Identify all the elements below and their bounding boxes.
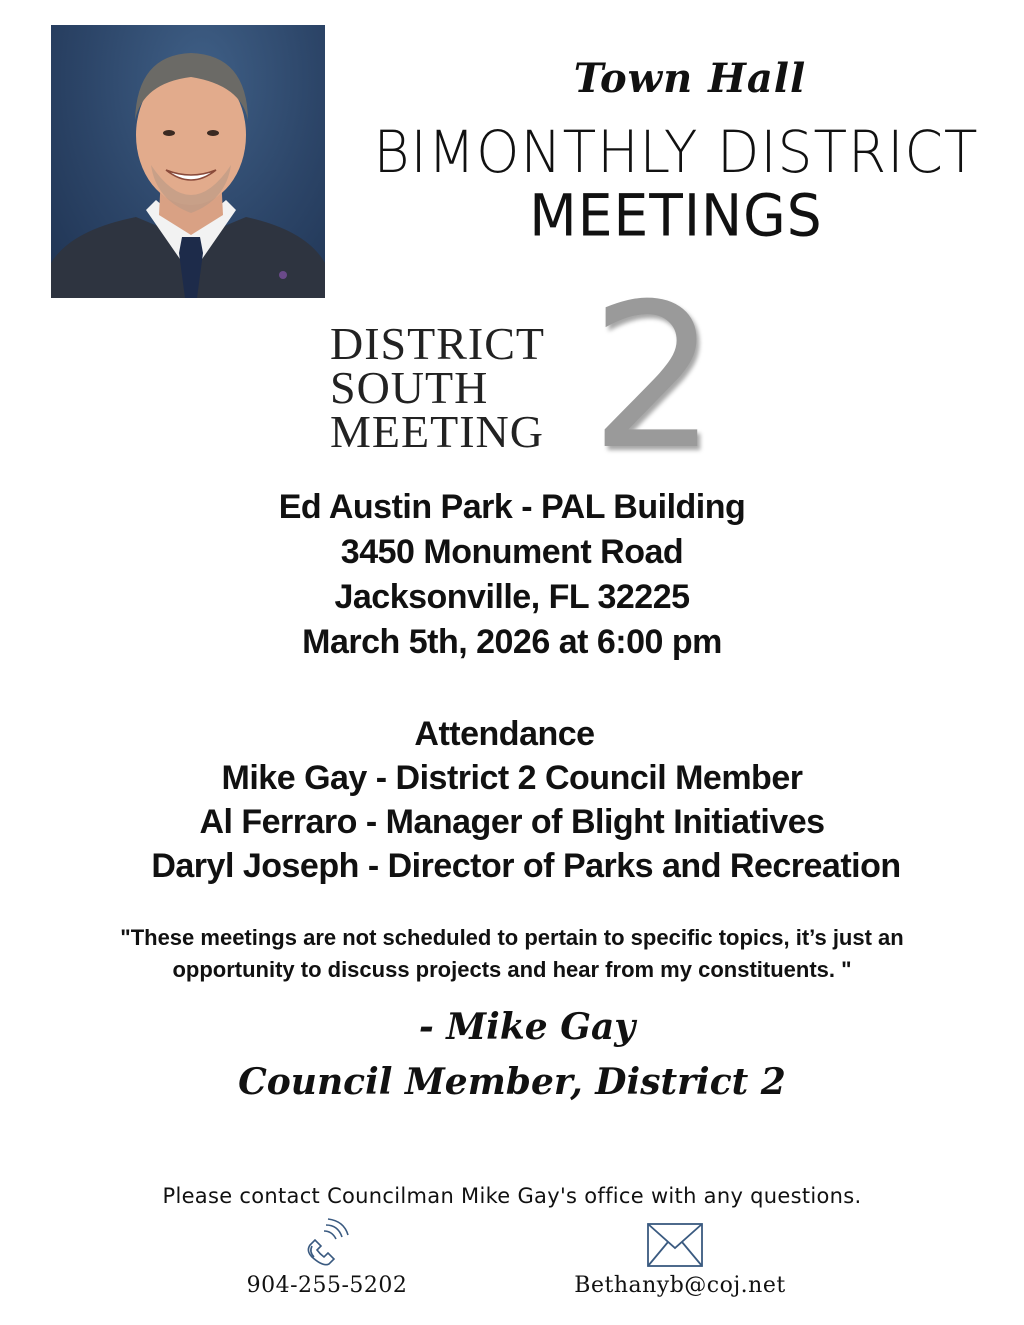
contact-email[interactable]: Bethanyb@coj.net (574, 1273, 786, 1298)
meeting-title (336, 117, 1016, 250)
attendee-item: Al Ferraro - Manager of Blight Initiatives (199, 803, 825, 841)
attendee-item: Daryl Joseph - Director of Parks and Recreation (151, 847, 901, 885)
council-member-portrait (51, 25, 325, 298)
district-number: 2 (590, 261, 718, 494)
venue-details (0, 485, 1024, 665)
quote-line2: opportunity to discuss projects and hear from my constituents. " (172, 957, 852, 982)
district-line2: SOUTH (330, 362, 489, 413)
district-label (330, 318, 590, 457)
quote (20, 922, 1004, 986)
quote-line1: "These meetings are not scheduled to pertain to specific topics, it’s just an (120, 925, 904, 950)
district-line3: MEETING (330, 406, 544, 457)
district-line1: DISTRICT (330, 318, 545, 369)
attendance-heading: Attendance (414, 715, 595, 753)
envelope-icon (646, 1222, 704, 1268)
attendee-item: Mike Gay - District 2 Council Member (221, 759, 803, 797)
signature (0, 1000, 1024, 1110)
attendance-section (0, 712, 1024, 888)
venue-street: 3450 Monument Road (340, 533, 684, 571)
town-hall-tagline: Town Hall (573, 55, 807, 102)
signature-name: - Mike Gay (418, 1006, 636, 1048)
venue-city: Jacksonville, FL 32225 (334, 578, 690, 616)
contact-phone[interactable]: 904-255-5202 (246, 1273, 408, 1298)
meeting-datetime: March 5th, 2026 at 6:00 pm (302, 623, 722, 661)
meeting-title-line1: BIMONTHLY DISTRICT (373, 117, 979, 186)
venue-name: Ed Austin Park - PAL Building (278, 488, 746, 526)
contact-prompt: Please contact Councilman Mike Gay's office with any questions. (162, 1184, 862, 1208)
signature-role: Council Member, District 2 (238, 1061, 786, 1103)
meeting-title-line2: MEETINGS (529, 181, 823, 250)
phone-icon (298, 1217, 350, 1269)
